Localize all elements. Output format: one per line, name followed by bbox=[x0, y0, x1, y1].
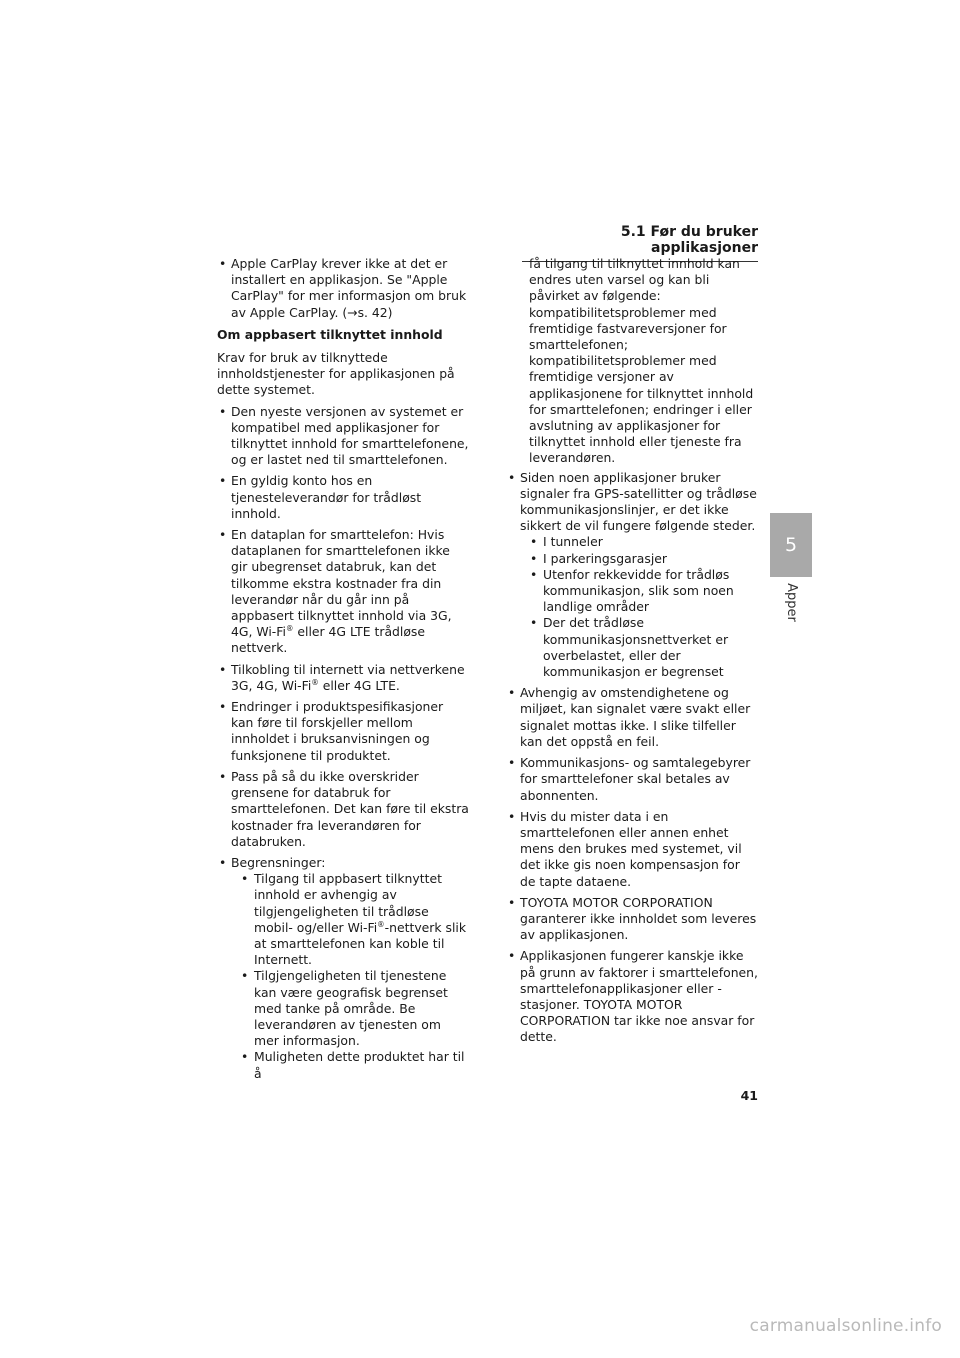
list-item: • Pass på så du ikke overskrider grensene for databruk for smarttelefonen. Det kan føre til ekstra kostnader fra leverandøren for databruken. bbox=[217, 769, 469, 850]
registered-mark: ® bbox=[285, 624, 294, 634]
sub-list-item: • Der det trådløse kommunikasjonsnettverket er overbelastet, eller der kommunikasjon er begrenset bbox=[520, 615, 758, 680]
chapter-number: 5 bbox=[784, 534, 798, 556]
limits-sublist bbox=[231, 871, 469, 1082]
list-item: • Avhengig av omstendighetene og miljøet, kan signalet være svakt eller signalet mottas ikke. I slike tilfeller kan det oppstå en feil. bbox=[506, 685, 758, 750]
registered-mark: ® bbox=[311, 677, 319, 687]
list-item: • Siden noen applikasjoner bruker signaler fra GPS-satellitter og trådløse kommunikasjonslinjer, er det ikke sikkert de vil fungere følgende steder. • I tunneler • I parkeringsgarasjer • Utenfor rekkevidde for trådløs kommunikasjon, slik som noen landlige områder • Der det trådløse kommunikasjonsnettverket er overbelastet, eller der kommunikasjon er begrenset bbox=[506, 470, 758, 681]
list-item: • Endringer i produktspesifikasjoner kan føre til forskjeller mellom innholdet i bruksanvisningen og funksjonene til produktet. bbox=[217, 699, 469, 764]
list-item bbox=[217, 855, 469, 1082]
list-item: • En dataplan for smarttelefon: Hvis dataplanen for smarttelefonen ikke gir ubegrenset databruk, kan det tilkomme ekstra kostnader fra din leverandør når du går inn på appbasert tilknyttet innhold via 3G, 4G, Wi-Fi® eller 4G LTE trådløse nettverk. bbox=[217, 527, 469, 657]
list-item bbox=[217, 256, 469, 321]
chapter-tab-label: Apper bbox=[783, 582, 799, 622]
continued-text: få tilgang til tilknyttet innhold kan endres uten varsel og kan bli påvirket av følgende: kompatibilitetsproblemer med fremtidige fastvareversjoner for smarttelefonen; kompatibilitetsproblemer med fremtidige versjoner av applikasjonene for tilknyttet innhold for smarttelefonen; endringer i eller avslutning av applikasjoner for tilknyttet innhold eller tjeneste fra leverandøren. bbox=[529, 256, 754, 466]
limits-title: Begrensninger: bbox=[231, 854, 326, 870]
sub-list-item: • I tunneler bbox=[520, 534, 758, 550]
watermark: carmanualsonline.info bbox=[749, 1316, 942, 1336]
intro-paragraph: Krav for bruk av tilknyttede innholdstjenester for applikasjonen på dette systemet. bbox=[217, 350, 455, 398]
list-item: • Applikasjonen fungerer kanskje ikke på grunn av faktorer i smarttelefonen, smarttelefonapplikasjoner eller -stasjoner. TOYOTA MOTOR CORPORATION tar ikke noe ansvar for dette. bbox=[506, 948, 758, 1045]
list-item: • Kommunikasjons- og samtalegebyrer for smarttelefoner skal betales av abonnenten. bbox=[506, 755, 758, 804]
registered-mark: ® bbox=[377, 919, 385, 929]
list-item: • TOYOTA MOTOR CORPORATION garanterer ikke innholdet som leveres av applikasjonen. bbox=[506, 895, 758, 944]
sub-list-item: • Utenfor rekkevidde for trådløs kommunikasjon, slik som noen landlige områder bbox=[520, 567, 758, 616]
section-heading: Om appbasert tilknyttet innhold bbox=[217, 326, 443, 342]
sub-list-item: • Muligheten dette produktet har til å bbox=[231, 1049, 469, 1081]
list-item: • Den nyeste versjonen av systemet er kompatibel med applikasjoner for tilknyttet innhold for smarttelefonene, og er lastet ned til smarttelefonen. bbox=[217, 404, 469, 469]
right-column bbox=[506, 256, 758, 1051]
page-number: 41 bbox=[740, 1088, 758, 1103]
sub-list-item: • I parkeringsgarasjer bbox=[520, 551, 758, 567]
sub-list-item: • Tilgjengeligheten til tjenestene kan være geografisk begrenset med tanke på område. Be leverandøren av tjenesten om mer informasjon. bbox=[231, 968, 469, 1049]
chapter-tab bbox=[770, 513, 812, 577]
list-item: • Hvis du mister data i en smarttelefonen eller annen enhet mens den brukes med systemet, vil det ikke gis noen kompensasjon for de tapte dataene. bbox=[506, 809, 758, 890]
places-sublist bbox=[520, 534, 758, 680]
list-item: • Tilkobling til internett via nettverkene 3G, 4G, Wi-Fi® eller 4G LTE. bbox=[217, 662, 469, 694]
left-column bbox=[217, 256, 469, 1087]
list-item: • En gyldig konto hos en tjenesteleverandør for trådløst innhold. bbox=[217, 473, 469, 522]
sub-list-item: • Tilgang til appbasert tilknyttet innhold er avhengig av tilgjengeligheten til trådløse mobil- og/eller Wi-Fi®-nettverk slik at smarttelefonen kan koble til Internett. bbox=[231, 871, 469, 968]
section-header: 5.1 Før du bruker applikasjoner bbox=[522, 224, 758, 262]
carplay-note: Apple CarPlay krever ikke at det er installert en applikasjon. Se "Apple CarPlay" for mer informasjon om bruk av Apple CarPlay. (→s. 42) bbox=[231, 256, 467, 320]
